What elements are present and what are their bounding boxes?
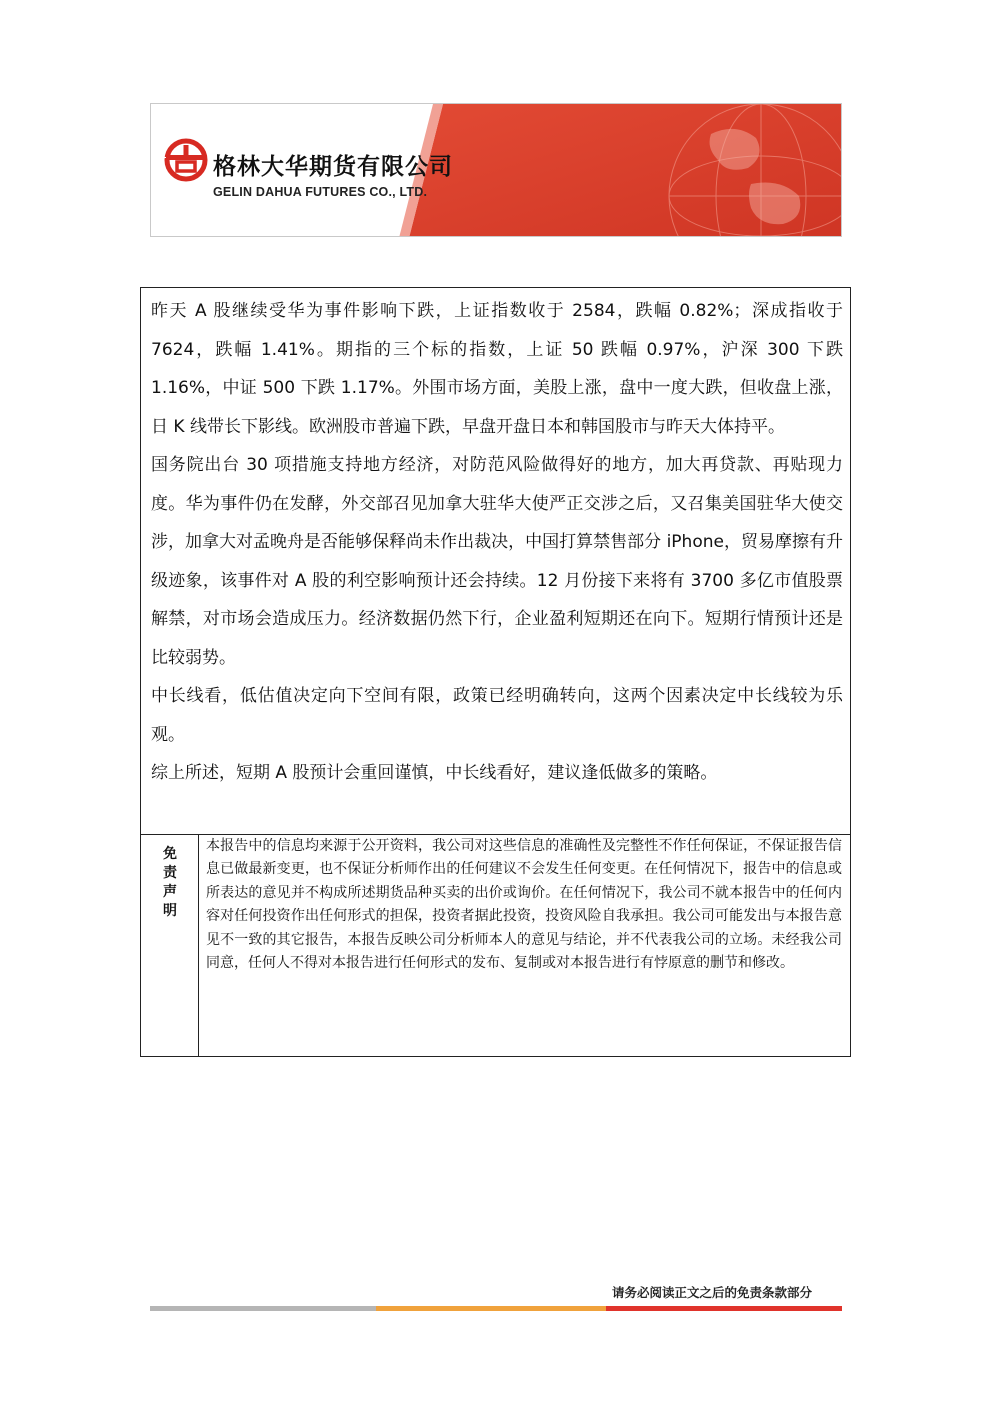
paragraph-long-term-view: 中长线看，低估值决定向下空间有限，政策已经明确转向，这两个因素决定中长线较为乐观。 (151, 686, 843, 745)
disclaimer-text: 本报告中的信息均来源于公开资料，我公司对这些信息的准确性及完整性不作任何保证，不保证报告信息已做最新变更，也不保证分析师作出的任何建议不会发生任何变更。在任何情况下，报告中的信息或所表达的意见并不构成所述期货品种买卖的出价或询价。在任何情况下，我公司不就本报告中的任何内容对任何投资作出任何形式的担保，投资者据此投资，投资风险自我承担。我公司可能发出与本报告意见不一致的其它报告，本报告反映公司分析师本人的意见与结论，并不代表我公司的立场。未经我公司同意，任何人不得对本报告进行任何形式的发布、复制或对本报告进行有悖原意的删节和修改。 (206, 838, 842, 972)
report-body-box (140, 287, 851, 1057)
gelin-dahua-logo-icon (163, 137, 209, 183)
paragraph-market-review: 昨天 A 股继续受华为事件影响下跌，上证指数收于 2584，跌幅 0.82%；深成指收于 7624，跌幅 1.41%。期指的三个标的指数，上证 50 跌幅 0.97%，沪深 300 下跌 1.16%，中证 500 下跌 1.17%。外围市场方面，美股上涨，盘中一度大跌，但收盘上涨，日 K 线带长下影线。欧洲股市普遍下跌，早盘开盘日本和韩国股市与昨天大体持平。 (151, 301, 843, 437)
footer-note: 请务必阅读正文之后的免责条款部分 (612, 1285, 813, 1300)
paragraph-summary: 综上所述，短期 A 股预计会重回谨慎，中长线看好，建议逢低做多的策略。 (151, 763, 718, 783)
disclaimer-column-divider (198, 834, 199, 1057)
report-article (151, 292, 843, 793)
company-name-cn: 格林大华期货有限公司 (213, 154, 453, 180)
company-name-en: GELIN DAHUA FUTURES CO., LTD. (213, 185, 428, 199)
footer-bar-orange (376, 1306, 606, 1311)
paragraph-policy-news: 国务院出台 30 项措施支持地方经济，对防范风险做得好的地方，加大再贷款、再贴现力度。华为事件仍在发酵，外交部召见加拿大驻华大使严正交涉之后，又召集美国驻华大使交涉，加拿大对孟晚舟是否能够保释尚未作出裁决，中国打算禁售部分 iPhone，贸易摩擦有升级迹象，该事件对 A 股的利空影响预计还会持续。12 月份接下来将有 3700 多亿市值股票解禁，对市场会造成压力。经济数据仍然下行，企业盈利短期还在向下。短期行情预计还是比较弱势。 (151, 455, 843, 668)
footer-bar-red (606, 1306, 842, 1311)
footer-bar-gray (150, 1306, 376, 1311)
header-banner (150, 103, 842, 237)
disclaimer-label: 免责声明 (163, 846, 177, 919)
